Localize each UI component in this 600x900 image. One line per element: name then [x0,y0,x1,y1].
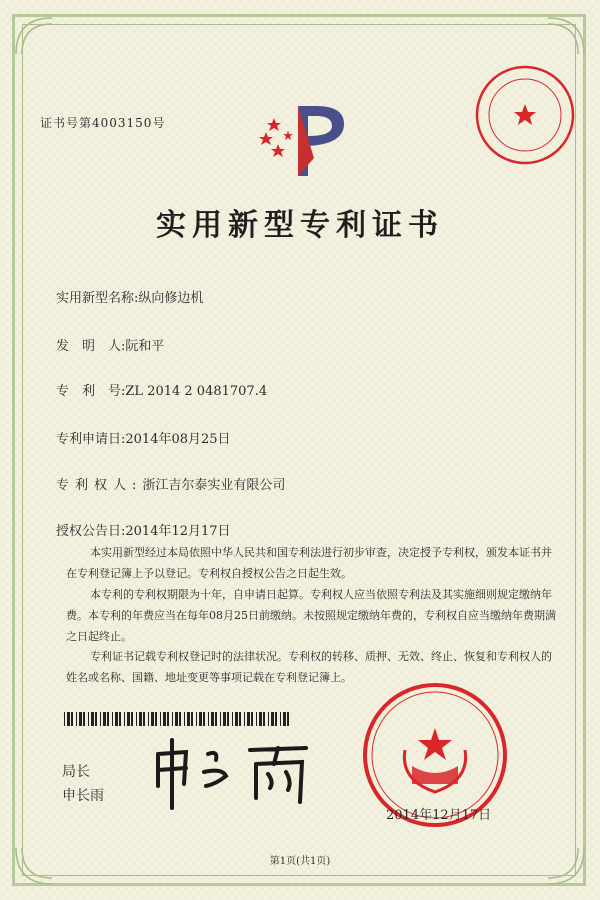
field-value: 阮和平 [125,339,165,354]
director-name: 申长雨 [62,788,104,804]
page-number: 第1页(共1页) [269,856,331,867]
field-label: 专利申请日: [56,432,126,447]
field-value: 浙江吉尔泰实业有限公司 [142,478,286,493]
field-filing-date [56,428,231,447]
certificate-number: 证书号第4003150号 [40,116,166,130]
paragraph-grant: 本实用新型经过本局依照中华人民共和国专利法进行初步审查，决定授予专利权，颁发本证书并在专利登记簿上予以登记。专利权自授权公告之日起生效。 [66,546,552,580]
director-title: 局长 [62,764,90,780]
corner-ornament-icon [546,16,586,56]
field-label: 授权公告日: [56,524,126,539]
corner-ornament-icon [14,16,54,56]
field-label: 实用新型名称: [56,291,139,306]
field-utility-model-name [56,287,203,306]
field-label: 专 利 号: [56,384,126,399]
director-signature-icon [146,724,326,814]
field-label: 专利权人: [56,478,143,493]
field-value: 纵向修边机 [138,291,204,306]
field-patent-number [56,380,267,399]
seal-date: 2014年12月17日 [386,808,492,823]
certificate-title: 实用新型专利证书 [156,208,444,243]
patent-office-logo-icon [252,98,362,178]
field-value: ZL 2014 2 0481707.4 [125,384,268,399]
field-value: 2014年08月25日 [125,432,231,447]
paragraph-term: 本专利的专利权期限为十年，自申请日起算。专利权人应当依照专利法及其实施细则规定缴纳年费。本专利的年费应当在每年08月25日前缴纳。未按照规定缴纳年费的，专利权自应当缴纳年费期满之日起终止。 [66,588,556,643]
director-block [62,760,104,808]
field-patentee [56,474,285,493]
field-value: 2014年12月17日 [125,524,231,539]
field-grant-announcement-date [56,520,231,539]
tax-seal-icon [470,60,580,170]
field-inventor [56,335,164,354]
paragraph-legal-status: 专利证书记载专利权登记时的法律状况。专利权的转移、质押、无效、终止、恢复和专利权人的姓名或名称、国籍、地址变更等事项记载在专利登记簿上。 [66,650,552,684]
field-label: 发 明 人: [56,339,126,354]
